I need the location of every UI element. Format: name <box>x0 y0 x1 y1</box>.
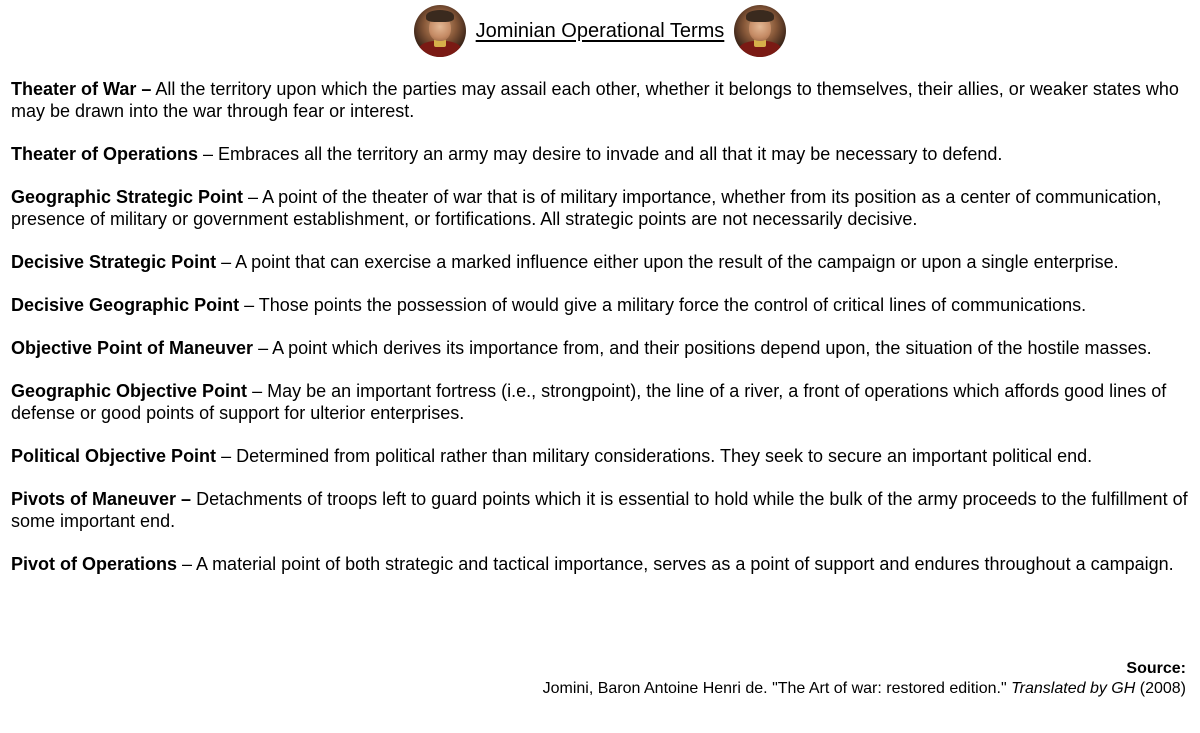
term-definition: – Determined from political rather than military considerations. They seek to secure an important political end. <box>216 446 1093 466</box>
page-title: Jominian Operational Terms <box>475 19 725 42</box>
citation-year: (2008) <box>1135 680 1186 697</box>
term-name: Geographic Objective Point <box>11 381 248 401</box>
term-definition: Detachments of troops left to guard points which it is essential to hold while the bulk of the army proceeds to the fulfillment of some important end. <box>11 489 1188 531</box>
term-name: Decisive Strategic Point <box>11 252 217 272</box>
term-definition: – May be an important fortress (i.e., strongpoint), the line of a river, a front of operations which affords good lines of defense or good points of support for ulterior enterprises. <box>11 381 1167 423</box>
term-pivots-of-maneuver <box>11 488 1191 532</box>
term-definition: – Those points the possession of would give a military force the control of critical lines of communications. <box>239 295 1087 315</box>
term-pivot-of-operations <box>11 553 1191 575</box>
term-name: Geographic Strategic Point <box>11 187 244 207</box>
citation-main: Jomini, Baron Antoine Henri de. "The Art of war: restored edition." <box>542 680 1012 697</box>
term-decisive-geographic-point <box>11 294 1191 316</box>
term-geographic-objective-point <box>11 380 1191 424</box>
term-decisive-strategic-point <box>11 251 1191 273</box>
term-political-objective-point <box>11 445 1191 467</box>
term-definition: – A point of the theater of war that is of military importance, whether from its position as a center of communication, presence of military or government establishment, or fortifications. All strategic points are not necessarily decisive. <box>11 187 1162 229</box>
term-definition: – A material point of both strategic and tactical importance, serves as a point of support and endures throughout a campaign. <box>177 554 1174 574</box>
term-theater-of-war <box>11 78 1191 122</box>
term-name: Political Objective Point <box>11 446 217 466</box>
header <box>0 4 1200 58</box>
term-name: Theater of War – <box>11 79 152 99</box>
source-text <box>543 679 1186 699</box>
citation-translator: Translated by GH <box>1011 680 1136 697</box>
source-citation <box>543 659 1186 699</box>
term-definition: All the territory upon which the parties may assail each other, whether it belongs to themselves, their allies, or weaker states who may be drawn into the war through fear or interest. <box>11 79 1179 121</box>
term-name: Objective Point of Maneuver <box>11 338 254 358</box>
terms-list <box>11 78 1191 596</box>
term-name: Decisive Geographic Point <box>11 295 240 315</box>
term-definition: – Embraces all the territory an army may desire to invade and all that it may be necessary to defend. <box>198 144 1003 164</box>
term-definition: – A point that can exercise a marked influence either upon the result of the campaign or upon a single enterprise. <box>216 252 1119 272</box>
term-name: Theater of Operations <box>11 144 199 164</box>
term-definition: – A point which derives its importance from, and their positions depend upon, the situation of the hostile masses. <box>253 338 1152 358</box>
term-name: Pivots of Maneuver – <box>11 489 192 509</box>
source-label: Source: <box>1126 660 1186 677</box>
term-theater-of-operations <box>11 143 1191 165</box>
general-portrait-right-icon <box>734 5 786 57</box>
term-objective-point-of-maneuver <box>11 337 1191 359</box>
term-geographic-strategic-point <box>11 186 1191 230</box>
term-name: Pivot of Operations <box>11 554 178 574</box>
general-portrait-left-icon <box>414 5 466 57</box>
